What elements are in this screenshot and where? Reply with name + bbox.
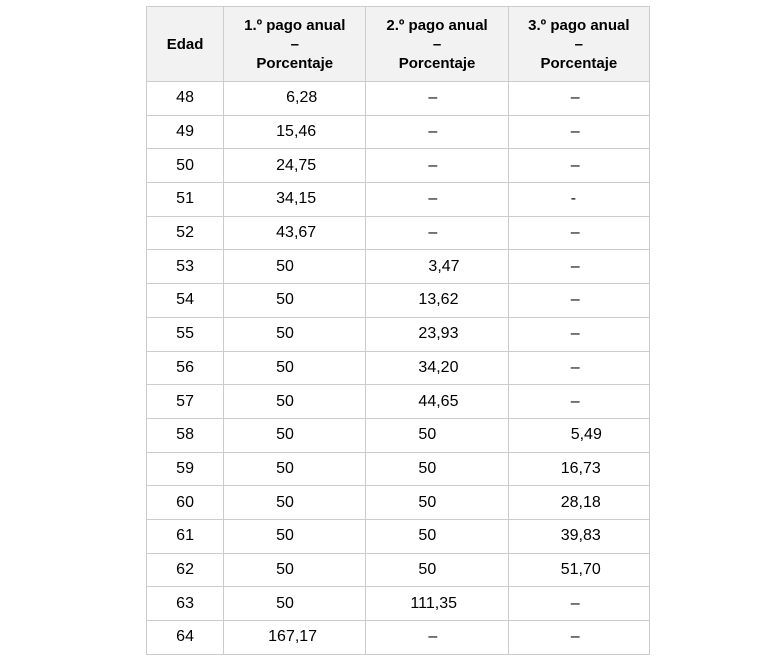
header-first-payment-line-1: 1.º pago anual <box>244 16 346 34</box>
cell-payment-1-value: 43,67 <box>276 224 317 242</box>
cell-payment-3 <box>508 553 649 587</box>
header-first-payment-line-3: Porcentaje <box>256 54 334 72</box>
cell-payment-3 <box>508 519 649 553</box>
table-row <box>147 452 650 486</box>
cell-payment-1-value: 50 <box>276 291 294 309</box>
cell-payment-1-value: 34,15 <box>276 190 317 208</box>
table-row <box>147 587 650 621</box>
cell-payment-3-value: - <box>570 190 577 208</box>
cell-age: 57 <box>147 385 224 419</box>
cell-payment-1 <box>224 82 366 116</box>
cell-payment-1 <box>224 216 366 250</box>
cell-payment-3 <box>508 216 649 250</box>
cell-payment-3-value: – <box>570 89 580 107</box>
cell-payment-3 <box>508 250 649 284</box>
cell-payment-1-value: 50 <box>276 325 294 343</box>
header-second-payment-line-2: – <box>432 35 442 53</box>
cell-payment-1 <box>224 115 366 149</box>
cell-payment-2 <box>366 216 508 250</box>
header-third-payment-line-1: 3.º pago anual <box>528 16 630 34</box>
cell-age: 62 <box>147 553 224 587</box>
header-second-payment <box>366 7 508 82</box>
cell-age: 64 <box>147 621 224 655</box>
cell-payment-2 <box>366 250 508 284</box>
cell-payment-3-value: – <box>570 594 580 612</box>
cell-payment-1 <box>224 621 366 655</box>
cell-payment-3 <box>508 351 649 385</box>
cell-payment-1-value: 50 <box>276 594 294 612</box>
cell-payment-2-value: 111,35 <box>410 594 457 612</box>
cell-payment-1 <box>224 317 366 351</box>
cell-payment-3 <box>508 621 649 655</box>
table-row <box>147 486 650 520</box>
cell-payment-1 <box>224 553 366 587</box>
cell-payment-1 <box>224 284 366 318</box>
cell-payment-2-value: 50 <box>418 527 437 545</box>
header-third-payment-line-2: – <box>574 35 584 53</box>
cell-payment-2-value: 50 <box>418 459 437 477</box>
cell-payment-3 <box>508 183 649 217</box>
cell-age: 56 <box>147 351 224 385</box>
cell-payment-1 <box>224 587 366 621</box>
cell-payment-1-value: 15,46 <box>276 123 317 141</box>
cell-payment-3-value: 16,73 <box>560 459 601 477</box>
cell-payment-3 <box>508 149 649 183</box>
cell-payment-1-value: 6,28 <box>286 89 318 107</box>
table-row <box>147 250 650 284</box>
cell-payment-2 <box>366 149 508 183</box>
header-second-payment-line-3: Porcentaje <box>398 54 476 72</box>
cell-payment-3-value: 5,49 <box>570 426 602 444</box>
cell-payment-1-value: 50 <box>276 527 294 545</box>
cell-payment-1 <box>224 250 366 284</box>
cell-payment-2-value: 50 <box>418 426 437 444</box>
cell-payment-1 <box>224 418 366 452</box>
header-first-payment <box>224 7 366 82</box>
cell-age: 50 <box>147 149 224 183</box>
cell-payment-2 <box>366 115 508 149</box>
cell-payment-3 <box>508 587 649 621</box>
cell-payment-1-value: 167,17 <box>268 628 318 646</box>
cell-payment-1-value: 50 <box>276 560 294 578</box>
table-row <box>147 149 650 183</box>
cell-payment-3 <box>508 82 649 116</box>
cell-payment-3-value: – <box>570 123 580 141</box>
cell-payment-3 <box>508 317 649 351</box>
cell-payment-3-value: – <box>570 156 580 174</box>
cell-payment-3-value: 28,18 <box>560 493 601 511</box>
cell-payment-1-value: 50 <box>276 392 294 410</box>
table-row <box>147 284 650 318</box>
cell-payment-2 <box>366 385 508 419</box>
cell-payment-2 <box>366 418 508 452</box>
cell-age: 60 <box>147 486 224 520</box>
cell-payment-3-value: – <box>570 224 580 242</box>
cell-payment-2-value: – <box>428 123 438 141</box>
table-row <box>147 553 650 587</box>
cell-payment-2-value: – <box>428 628 438 646</box>
cell-payment-2 <box>366 621 508 655</box>
cell-payment-3-value: – <box>570 392 580 410</box>
cell-age: 53 <box>147 250 224 284</box>
table-row <box>147 183 650 217</box>
cell-payment-2 <box>366 587 508 621</box>
cell-payment-2-value: 44,65 <box>418 392 459 410</box>
cell-payment-3 <box>508 418 649 452</box>
cell-payment-2 <box>366 284 508 318</box>
cell-payment-1-value: 50 <box>276 493 294 511</box>
header-age: Edad <box>147 7 224 82</box>
header-third-payment-line-3: Porcentaje <box>540 54 618 72</box>
cell-payment-2-value: 3,47 <box>428 257 460 275</box>
table-body <box>147 82 650 655</box>
cell-payment-1-value: 50 <box>276 257 294 275</box>
cell-payment-3-value: 51,70 <box>560 560 601 578</box>
cell-payment-2 <box>366 183 508 217</box>
table-row <box>147 317 650 351</box>
cell-payment-3 <box>508 452 649 486</box>
cell-payment-3 <box>508 385 649 419</box>
cell-age: 54 <box>147 284 224 318</box>
cell-age: 55 <box>147 317 224 351</box>
table-row <box>147 385 650 419</box>
cell-payment-2-value: 13,62 <box>418 291 459 309</box>
cell-payment-2 <box>366 553 508 587</box>
table-header-row <box>147 7 650 82</box>
cell-payment-2-value: – <box>428 156 438 174</box>
cell-payment-1 <box>224 351 366 385</box>
cell-age: 51 <box>147 183 224 217</box>
cell-payment-3 <box>508 115 649 149</box>
cell-payment-1 <box>224 519 366 553</box>
cell-age: 59 <box>147 452 224 486</box>
cell-payment-1-value: 24,75 <box>276 156 317 174</box>
cell-payment-1-value: 50 <box>276 459 294 477</box>
header-first-payment-line-2: – <box>290 35 299 53</box>
cell-payment-2-value: 50 <box>418 560 437 578</box>
cell-payment-3-value: – <box>570 628 580 646</box>
cell-payment-2-value: – <box>428 190 438 208</box>
cell-payment-1 <box>224 385 366 419</box>
header-third-payment <box>508 7 649 82</box>
cell-payment-3 <box>508 284 649 318</box>
cell-age: 63 <box>147 587 224 621</box>
cell-payment-1-value: 50 <box>276 358 294 376</box>
cell-payment-1 <box>224 149 366 183</box>
cell-payment-2 <box>366 82 508 116</box>
cell-payment-3-value: 39,83 <box>560 527 601 545</box>
cell-payment-1 <box>224 486 366 520</box>
table-row <box>147 519 650 553</box>
cell-age: 61 <box>147 519 224 553</box>
header-second-payment-line-1: 2.º pago anual <box>386 16 488 34</box>
cell-age: 52 <box>147 216 224 250</box>
cell-payment-2-value: 34,20 <box>418 358 459 376</box>
cell-payment-3-value: – <box>570 325 580 343</box>
table-row <box>147 621 650 655</box>
cell-age: 48 <box>147 82 224 116</box>
cell-payment-2-value: 23,93 <box>418 325 459 343</box>
cell-payment-3 <box>508 486 649 520</box>
cell-payment-1-value: 50 <box>276 426 294 444</box>
cell-payment-2 <box>366 351 508 385</box>
cell-payment-3-value: – <box>570 291 580 309</box>
payment-percentage-table <box>146 6 650 655</box>
cell-payment-2-value: – <box>428 224 438 242</box>
cell-payment-2 <box>366 317 508 351</box>
cell-payment-2 <box>366 519 508 553</box>
table-row <box>147 82 650 116</box>
cell-age: 58 <box>147 418 224 452</box>
cell-age: 49 <box>147 115 224 149</box>
table-row <box>147 418 650 452</box>
table-row <box>147 216 650 250</box>
cell-payment-2 <box>366 486 508 520</box>
cell-payment-2 <box>366 452 508 486</box>
cell-payment-1 <box>224 452 366 486</box>
cell-payment-1 <box>224 183 366 217</box>
cell-payment-2-value: – <box>428 89 438 107</box>
cell-payment-2-value: 50 <box>418 493 437 511</box>
cell-payment-3-value: – <box>570 358 580 376</box>
table-row <box>147 351 650 385</box>
cell-payment-3-value: – <box>570 257 580 275</box>
table-row <box>147 115 650 149</box>
